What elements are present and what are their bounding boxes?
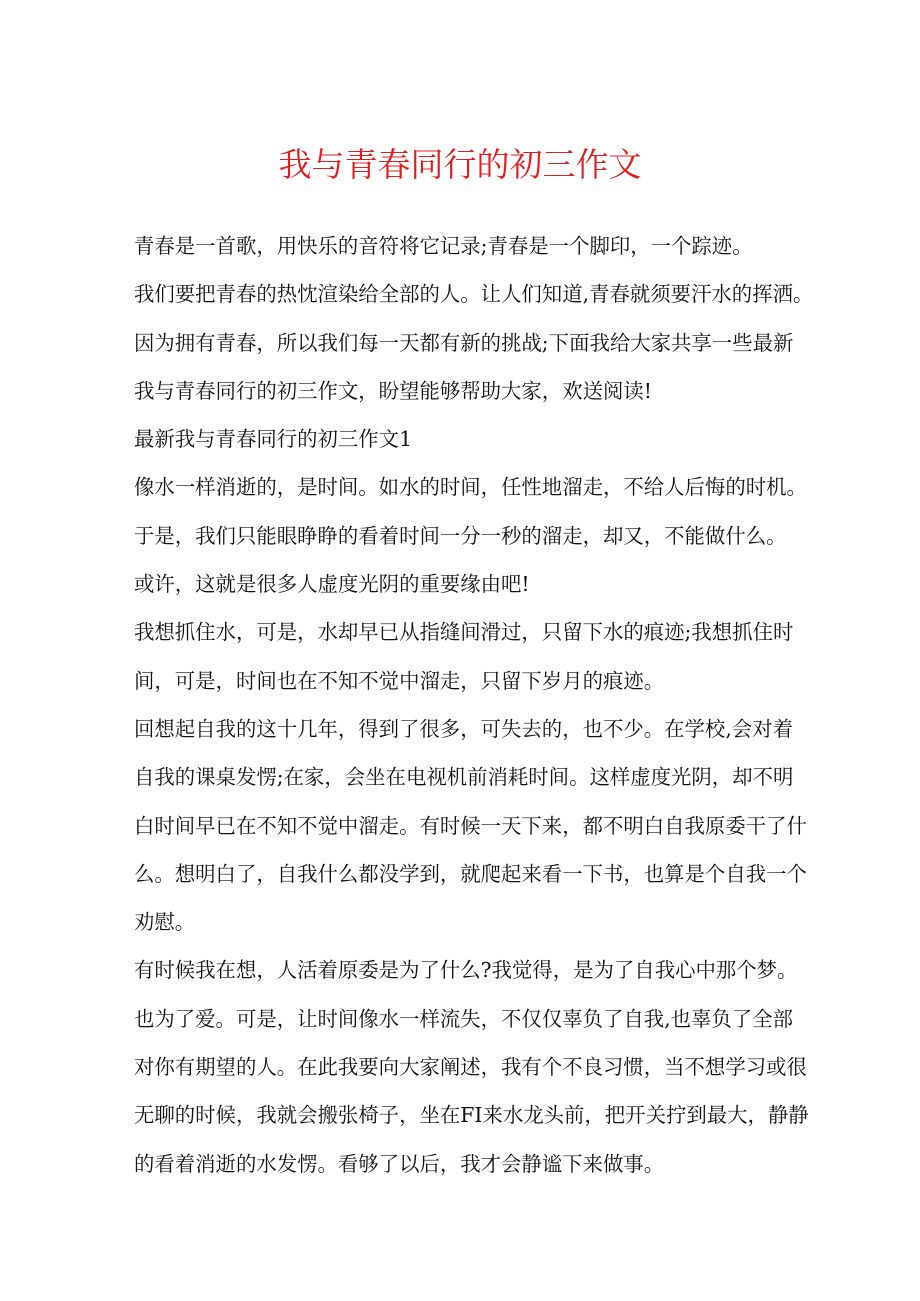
paragraph-line: 自我的课桌发愣;在家，会坐在电视机前消耗时间。这样虚度光阴，却不明	[134, 765, 794, 790]
paragraph-line: 我与青春同行的初三作文，盼望能够帮助大家，欢送阅读!	[134, 378, 652, 403]
document-title: 我与青春同行的初三作文	[278, 145, 642, 184]
paragraph-line: 有时候我在想，人活着原委是为了什么?我觉得，是为了自我心中那个梦。	[134, 958, 798, 983]
paragraph-line: 么。想明白了，自我什么都没学到，就爬起来看一下书，也算是个自我一个	[134, 861, 807, 886]
paragraph-line: 像水一样消逝的，是时间。如水的时间，任性地溜走，不给人后悔的时机。	[134, 475, 807, 500]
paragraph-line: 的看着消逝的水发愣。看够了以后，我才会静谧下来做事。	[134, 1151, 665, 1176]
paragraph-line: 白时间早已在不知不觉中溜走。有时候一天下来，都不明白自我原委干了什	[134, 813, 807, 838]
paragraph-line: 我想抓住水，可是，水却早已从指缝间滑过，只留下水的痕迹;我想抓住时	[134, 620, 794, 645]
paragraph-line: 对你有期望的人。在此我要向大家阐述，我有个不良习惯，当不想学习或很	[134, 1055, 807, 1080]
paragraph-line: 也为了爱。可是，让时间像水一样流失，不仅仅辜负了自我,也辜负了全部	[134, 1006, 793, 1031]
paragraph-line: 于是，我们只能眼睁睁的看着时间一分一秒的溜走，却又，不能做什么。	[134, 523, 787, 548]
paragraph-line: 因为拥有青春，所以我们每一天都有新的挑战;下面我给大家共享一些最新	[134, 330, 794, 355]
paragraph-line: 无聊的时候，我就会搬张椅子，坐在FI来水龙头前，把开关拧到最大，静静	[134, 1103, 809, 1128]
paragraph-line: 劝慰。	[134, 910, 196, 935]
section-heading: 最新我与青春同行的初三作文1	[134, 427, 413, 452]
paragraph-line: 青春是一首歌，用快乐的音符将它记录;青春是一个脚印，一个踪迹。	[134, 234, 753, 258]
paragraph-line: 或许，这就是很多人虚度光阴的重要缘由吧!	[134, 572, 530, 597]
document-body	[134, 222, 814, 1188]
paragraph-line: 回想起自我的这十几年，得到了很多，可失去的，也不少。在学校,会对着	[134, 716, 793, 741]
paragraph-line: 我们要把青春的热忱渲染给全部的人。让人们知道,青春就须要汗水的挥洒。	[134, 282, 814, 307]
paragraph-line: 间，可是，时间也在不知不觉中溜走，只留下岁月的痕迹。	[134, 668, 665, 693]
